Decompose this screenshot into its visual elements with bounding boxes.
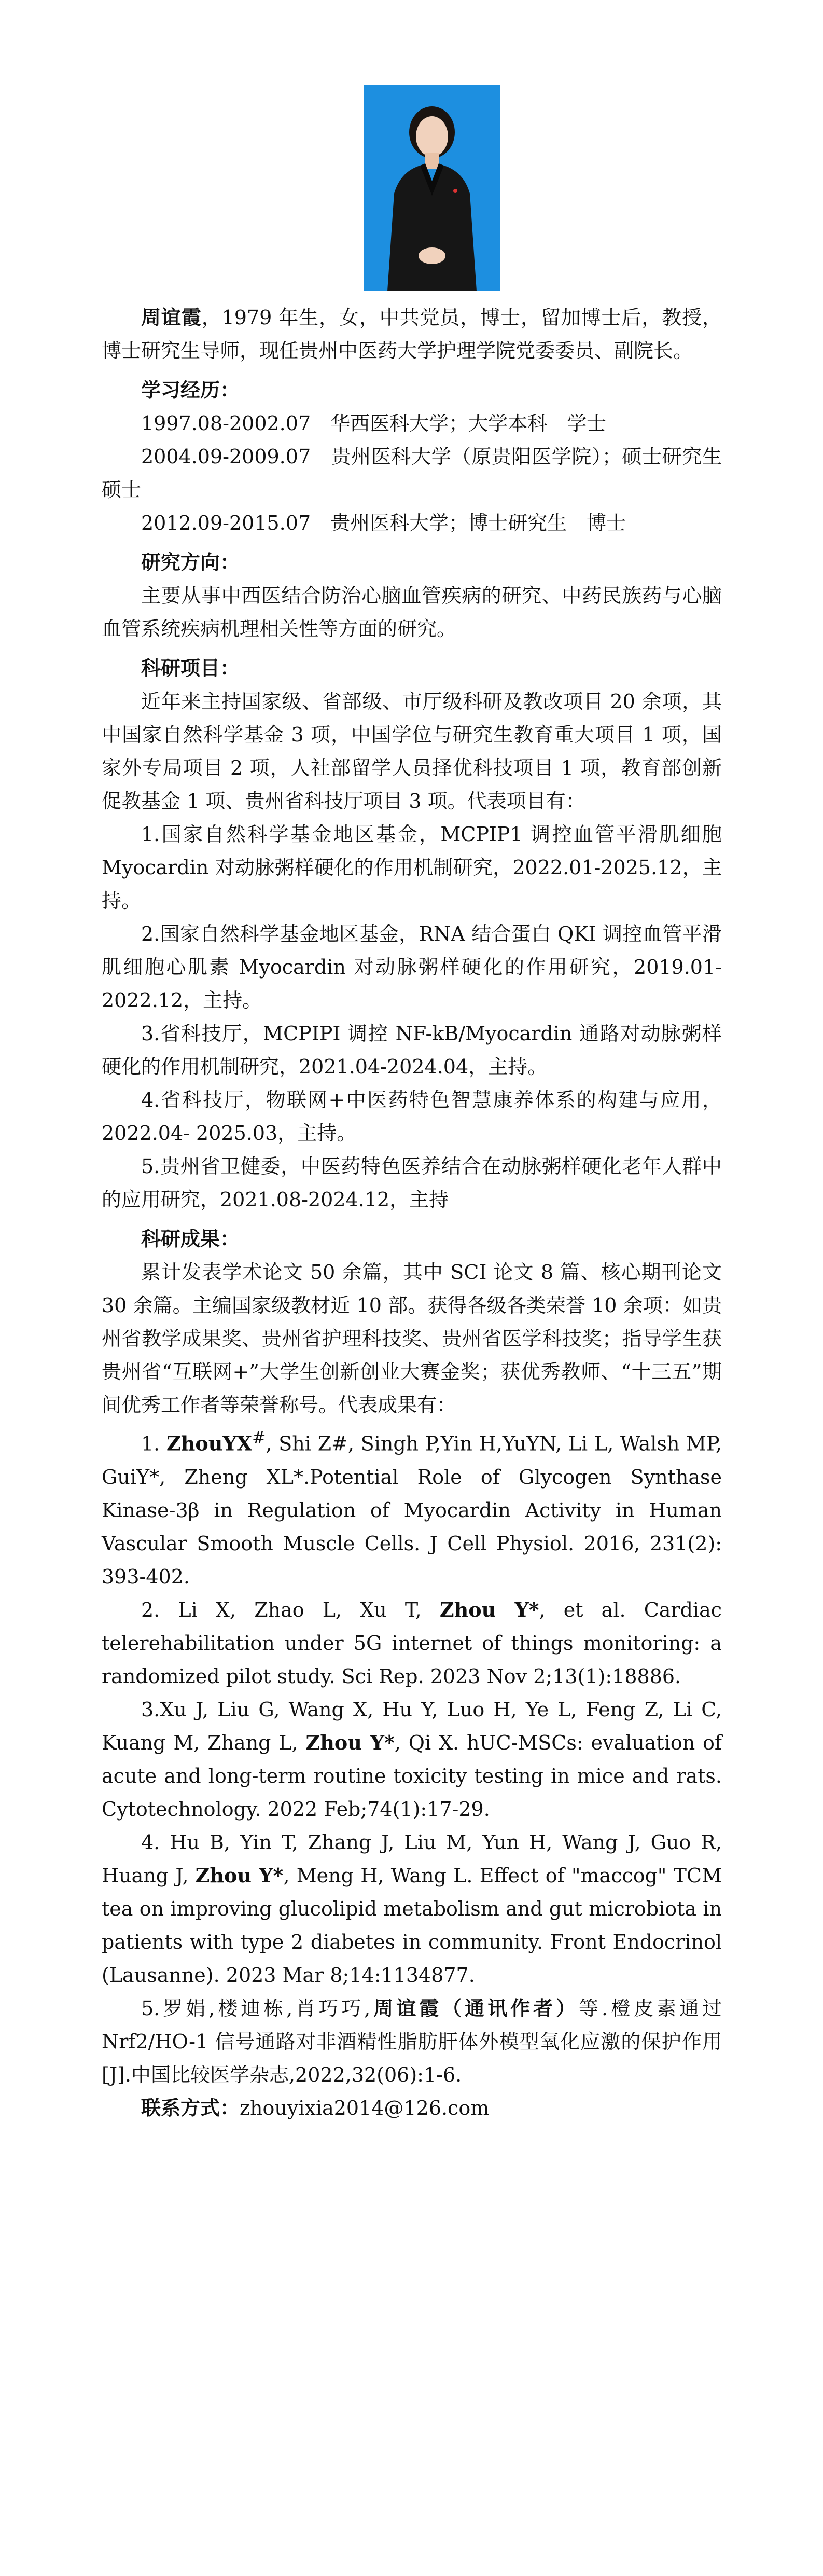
publication-text: 3.Xu J, Liu G, Wang X, Hu Y, Luo H, Ye L, Feng Z, Li C, Kuang M, Zhang L,	[102, 1698, 722, 1754]
publication-item	[102, 1826, 722, 1992]
contact-line	[102, 2091, 722, 2125]
publication-text: , Meng H, Wang L. Effect of "maccog" TCM tea on improving glucolipid metabolism and gut microbiota in patients with type 2 diabetes in community. Front Endocrinol (Lausanne). 2023 Mar 8;14:1134877.	[102, 1864, 722, 1987]
research-text: 主要从事中西医结合防治心脑血管疾病的研究、中药民族药与心脑血管系统疾病机理相关性等方面的研究。	[102, 584, 722, 640]
publication-author-highlight: Zhou Y*	[195, 1863, 284, 1887]
contact-email[interactable]: zhouyixia2014@126.com	[240, 2096, 490, 2119]
achievements-heading: 科研成果：	[141, 1227, 240, 1250]
publication-item	[102, 1593, 722, 1693]
publication-text: , Qi X. hUC-MSCs: evaluation of acute and long-term routine toxicity testing in mice and rats. Cytotechnology. 2022 Feb;74(1):17-29.	[102, 1731, 722, 1821]
achievements-intro: 累计发表学术论文 50 余篇，其中 SCI 论文 8 篇、核心期刊论文 30 余篇。主编国家级教材近 10 部。获得各级各类荣誉 10 余项：如贵州省教学成果奖、贵州省护理科技奖、贵州省医学科技奖；指导学生获贵州省“互联网+”大学生创新创业大赛金奖；获优秀教师、“十三五”期间优秀工作者等荣誉称号。代表成果有：	[102, 1261, 722, 1416]
portrait-illustration	[364, 85, 500, 291]
publication-text: , Shi Z#, Singh P,Yin H,YuYN, Li L, Walsh MP, GuiY*, Zheng XL*.Potential Role of Glycogen Synthase Kinase-3β in Regulation of Myocardin Activity in Human Vascular Smooth Muscle Cells. J Cell Physiol. 2016, 231(2): 393-402.	[102, 1432, 722, 1588]
project-item: 4.省科技厅，物联网+中医药特色智慧康养体系的构建与应用，2022.04- 2025.03，主持。	[102, 1089, 722, 1145]
publication-text: 等.橙皮素通过 Nrf2/HO-1 信号通路对非酒精性脂肪肝体外模型氧化应激的保护作用[J].中国比较医学杂志,2022,32(06):1-6.	[102, 1996, 722, 2086]
publication-author-highlight: Zhou Y*	[439, 1597, 539, 1621]
projects-heading: 科研项目：	[141, 656, 240, 680]
publication-author-highlight: Zhou Y*	[305, 1730, 395, 1754]
publication-author-highlight: ZhouYX	[166, 1431, 252, 1455]
publication-text: 5.罗娟,楼迪栋,肖巧巧,	[141, 1996, 371, 2020]
profile-intro-text: ，1979 年生，女，中共党员，博士，留加博士后，教授，博士研究生导师，现任贵州中医药大学护理学院党委委员、副院长。	[102, 306, 722, 362]
education-item: 1997.08-2002.07 华西医科大学；大学本科 学士	[141, 412, 607, 435]
publication-text: 4. Hu B, Yin T, Zhang J, Liu M, Yun H, Wang J, Guo R, Huang J,	[102, 1830, 722, 1887]
co-first-mark: #	[252, 1429, 266, 1448]
publication-item	[102, 1693, 722, 1826]
projects-intro: 近年来主持国家级、省部级、市厅级科研及教改项目 20 余项，其中国家自然科学基金 3 项，中国学位与研究生教育重大项目 1 项，国家外专局项目 2 项，人社部留学人员择优科技项目 1 项，教育部创新促教基金 1 项、贵州省科技厅项目 3 项。代表项目有：	[102, 690, 722, 812]
publication-item	[102, 1422, 722, 1593]
project-item: 5.贵州省卫健委，中医药特色医养结合在动脉粥样硬化老年人群中的应用研究，2021.08-2024.12，主持	[102, 1155, 722, 1211]
publication-text: , et al. Cardiac telerehabilitation under 5G internet of things monitoring: a randomized pilot study. Sci Rep. 2023 Nov 2;13(1):18886.	[102, 1598, 722, 1688]
project-item: 2.国家自然科学基金地区基金，RNA 结合蛋白 QKI 调控血管平滑肌细胞心肌素 Myocardin 对动脉粥样硬化的作用研究，2019.01-2022.12，主持。	[102, 922, 722, 1012]
education-item: 2012.09-2015.07 贵州医科大学；博士研究生 博士	[141, 512, 626, 534]
profile-name: 周谊霞	[141, 306, 202, 329]
publication-text: 2. Li X, Zhao L, Xu T,	[141, 1598, 440, 1621]
project-item: 3.省科技厅，MCPIPI 调控 NF-kB/Myocardin 通路对动脉粥样硬化的作用机制研究，2021.04-2024.04，主持。	[102, 1022, 722, 1078]
publication-text: 1.	[141, 1432, 166, 1455]
profile-content	[102, 301, 742, 2125]
profile-intro	[102, 301, 722, 367]
profile-photo	[364, 85, 500, 291]
research-heading: 研究方向：	[141, 550, 240, 574]
education-heading: 学习经历：	[141, 378, 240, 402]
publication-author-highlight: 周谊霞（通讯作者）	[370, 1996, 579, 2020]
education-item: 2004.09-2009.07 贵州医科大学（原贵阳医学院）；硕士研究生 硕士	[102, 445, 742, 501]
contact-heading: 联系方式：	[141, 2096, 240, 2119]
publication-item	[102, 1992, 722, 2091]
project-item: 1.国家自然科学基金地区基金，MCPIP1 调控血管平滑肌细胞 Myocardin 对动脉粥样硬化的作用机制研究，2022.01-2025.12，主持。	[102, 823, 722, 912]
